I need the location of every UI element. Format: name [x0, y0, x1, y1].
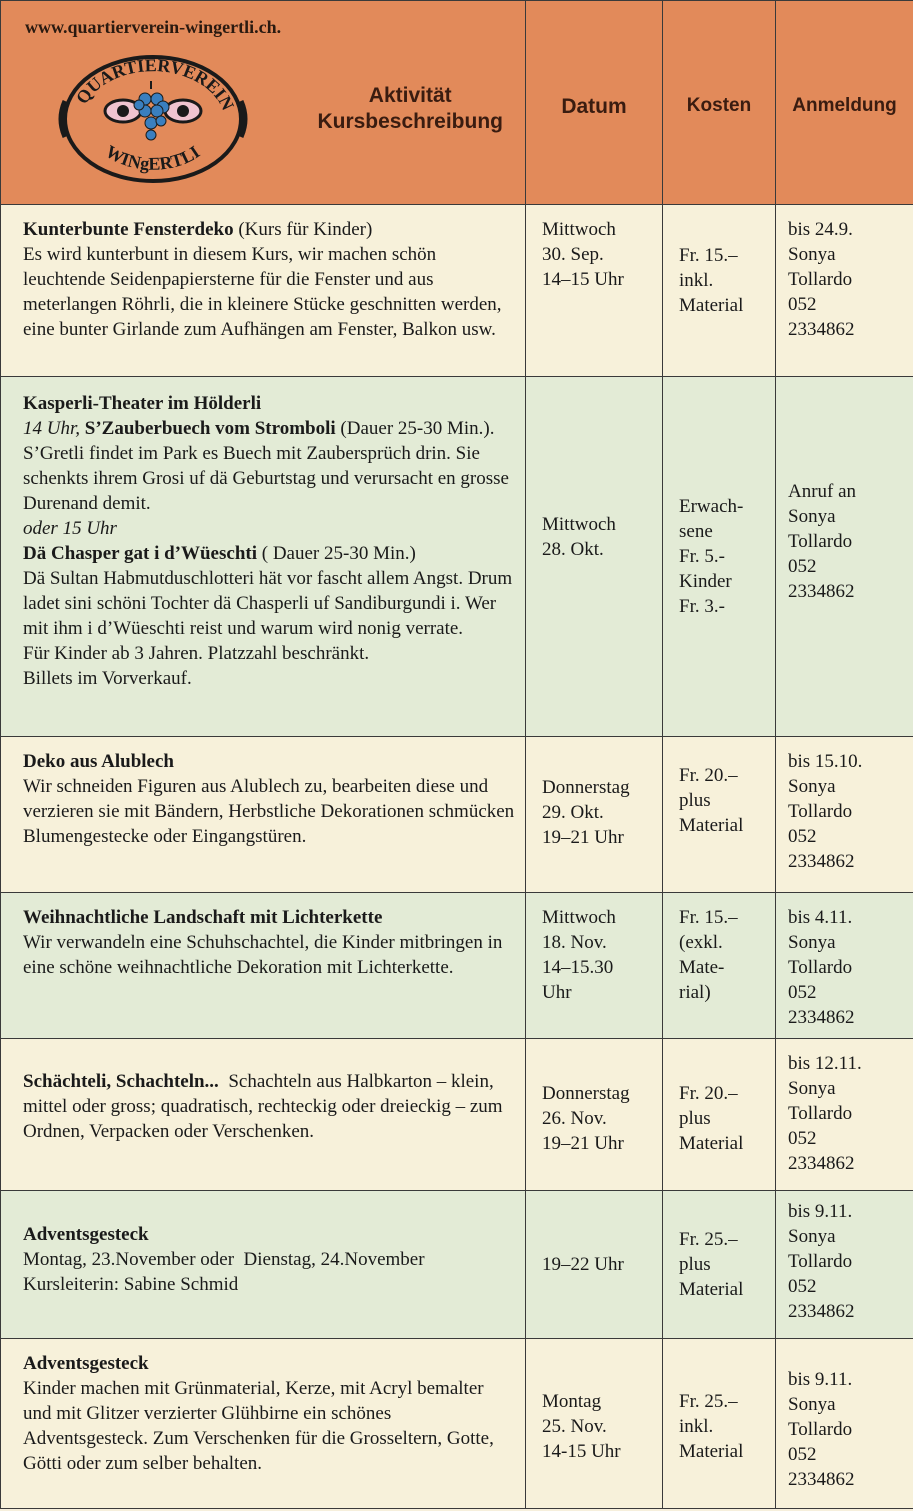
course-row — [1, 737, 913, 893]
header-row — [1, 1, 913, 205]
course-cost: Fr. 25.– plus Material — [663, 1191, 776, 1339]
course-registration: bis 4.11. Sonya Tollardo 052 2334862 — [776, 893, 913, 1039]
course-cost: Fr. 15.– (exkl. Mate- rial) — [663, 893, 776, 1039]
course-registration: Anruf an Sonya Tollardo 052 2334862 — [776, 377, 913, 737]
date-header: Datum — [561, 95, 627, 118]
course-description — [1, 1039, 526, 1191]
course-body: Es wird kunterbunt in diesem Kurs, wir machen schön leuchtende Seidenpapiersterne für die Fenster und aus meterlangen Röhrli, die in kleinere Stücke geschnitten werden, eine bunter Girlande zum Aufhängen am Fenster, Balkon usw. — [23, 244, 502, 340]
course-row — [1, 205, 913, 377]
quartierverein-logo — [53, 41, 253, 191]
course-title: Kasperli-Theater im Hölderli — [23, 393, 262, 414]
course-cost: Fr. 20.– plus Material — [663, 737, 776, 893]
course-title: Weihnachtliche Landschaft mit Lichterkette — [23, 907, 383, 928]
course-cost: Erwach- sene Fr. 5.- Kinder Fr. 3.- — [663, 377, 776, 737]
course-row — [1, 1191, 913, 1339]
course-title: Schächteli, Schachteln... — [23, 1071, 219, 1092]
date-header-cell — [526, 1, 663, 205]
course-date: Montag 25. Nov. 14-15 Uhr — [526, 1339, 663, 1509]
course-description — [1, 1339, 526, 1509]
registration-header: Anmeldung — [792, 95, 897, 116]
registration-header-cell — [776, 1, 913, 205]
activity-header: Aktivität Kursbeschreibung — [317, 84, 503, 133]
course-description: Kunterbunte Fensterdeko (Kurs für Kinder) Es wird kunterbunt in diesem Kurs, wir machen schön leuchtende Seidenpapiersterne für die Fenster und aus meterlangen Röhrli, die in kleinere Stücke geschnitten werden, eine bunter Girlande zum Aufhängen am Fenster, Balkon usw. — [1, 205, 526, 377]
cost-header-cell — [663, 1, 776, 205]
course-row — [1, 1039, 913, 1191]
course-date: Donnerstag 26. Nov. 19–21 Uhr — [526, 1039, 663, 1191]
course-body: Kinder machen mit Grünmaterial, Kerze, mit Acryl bemalter und mit Glitzer verzierter Glühbirne ein schönes Adventsgesteck. Zum Verschenken für die Grosseltern, Gotte, Götti oder zum selber behalten. — [23, 1378, 494, 1474]
course-date: Mittwoch 30. Sep. 14–15 Uhr — [526, 205, 663, 377]
course-row — [1, 893, 913, 1039]
course-description: Adventsgesteck Montag, 23.November oder Dienstag, 24.November Kursleiterin: Sabine Schmid — [1, 1191, 526, 1339]
course-row — [1, 377, 913, 737]
course-row — [1, 1339, 913, 1509]
course-date: Donnerstag 29. Okt. 19–21 Uhr — [526, 737, 663, 893]
course-date: Mittwoch 18. Nov. 14–15.30 Uhr — [526, 893, 663, 1039]
course-description — [1, 737, 526, 893]
header-activity-cell — [1, 1, 526, 205]
course-registration: bis 9.11. Sonya Tollardo 052 2334862 — [776, 1339, 913, 1509]
course-date: 19–22 Uhr — [526, 1191, 663, 1339]
course-title: Adventsgesteck — [23, 1224, 149, 1245]
course-cost: Fr. 15.– inkl. Material — [663, 205, 776, 377]
course-body: Schachteln aus Halbkarton – klein, mittel oder gross; quadratisch, rechteckig oder dreieckig – zum Ordnen, Verpacken oder Verschenken. — [23, 1071, 508, 1142]
svg-text:WINgERTLI — [102, 141, 203, 174]
course-cost: Fr. 25.– inkl. Material — [663, 1339, 776, 1509]
course-title: Kunterbunte Fensterdeko — [23, 219, 234, 240]
cost-header: Kosten — [686, 95, 752, 116]
course-registration: bis 24.9. Sonya Tollardo 052 2334862 — [776, 205, 913, 377]
course-title: Deko aus Alublech — [23, 751, 174, 772]
course-description: Kasperli-Theater im Hölderli 14 Uhr, S’Zauberbuech vom Stromboli (Dauer 25-30 Min.). S’Gretli findet im Park es Buech mit Zaubersprüch drin. Sie schenkts ihrem Grosi uf dä Geburtstag und verursacht en grosse Durenand demit. oder 15 Uhr Dä Chasper gat i d’Wüeschti ( Dauer 25-30 Min.) Dä Sultan Habmutduschlotteri hät vor fascht allem Angst. Drum ladet sini schöni Tochter dä Chasperli uf Sandiburgundi i. Wer mit ihm i d’Wüeschti reist und warum wird nonig verrate. Für Kinder ab 3 Jahren. Platzzahl beschränkt. Billets im Vorverkauf. — [1, 377, 526, 737]
course-title: Adventsgesteck — [23, 1353, 149, 1374]
course-body: Wir verwandeln eine Schuhschachtel, die Kinder mitbringen in eine schöne weihnachtliche Dekoration mit Lichterkette. — [23, 932, 503, 978]
logo-bottom-text: WINgERTLI — [102, 141, 204, 174]
course-registration: bis 15.10. Sonya Tollardo 052 2334862 — [776, 737, 913, 893]
logo-top-text: QUARTIERVEREIN — [71, 55, 239, 114]
course-cost: Fr. 20.– plus Material — [663, 1039, 776, 1191]
course-registration: bis 12.11. Sonya Tollardo 052 2334862 — [776, 1039, 913, 1191]
course-body: Wir schneiden Figuren aus Alublech zu, bearbeiten diese und verzieren sie mit Bändern, Herbstliche Dekorationen schmücken Blumengestecke oder Eingangstüren. — [23, 776, 515, 847]
website-url[interactable]: www.quartierverein-wingertli.ch. — [25, 17, 282, 37]
course-description — [1, 893, 526, 1039]
course-registration: bis 9.11. Sonya Tollardo 052 2334862 — [776, 1191, 913, 1339]
course-date: Mittwoch 28. Okt. — [526, 377, 663, 737]
